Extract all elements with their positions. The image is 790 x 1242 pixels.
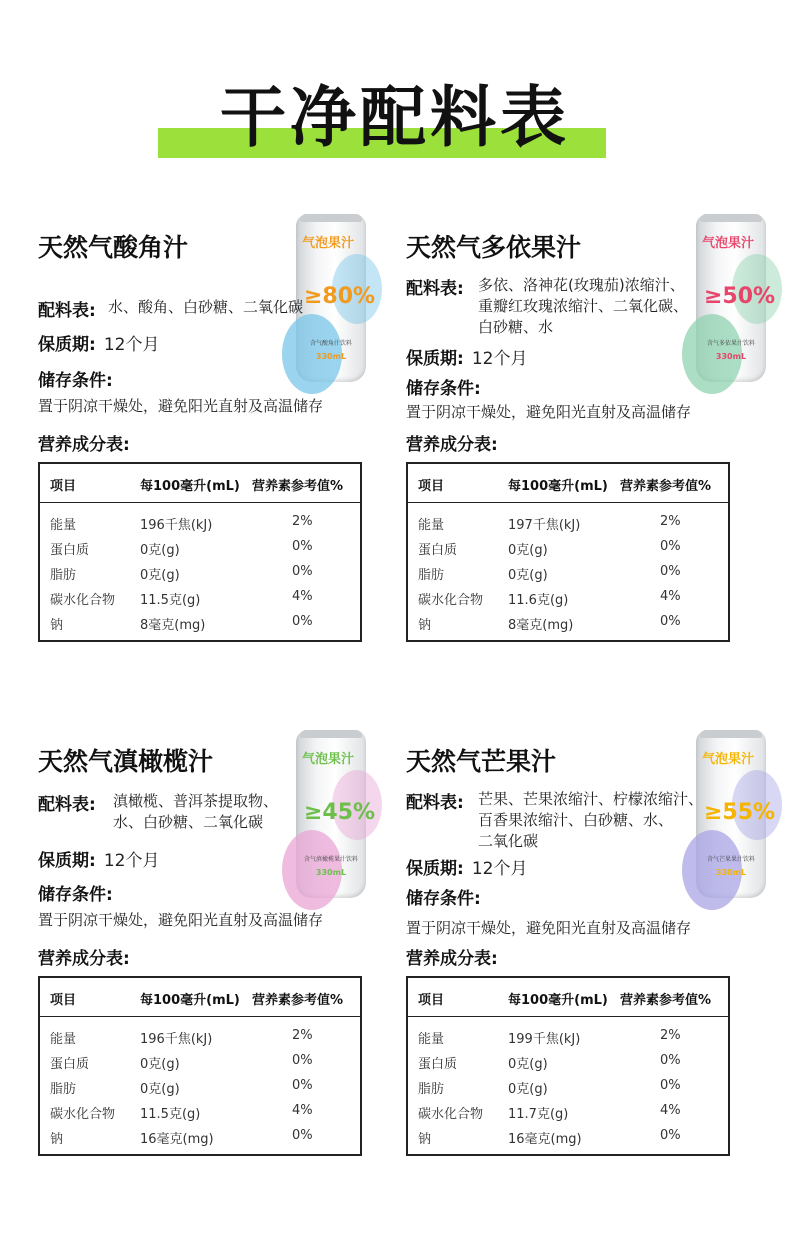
ingredients-label xyxy=(406,788,464,813)
nutrient-amount: 199千焦(kJ) xyxy=(508,1032,581,1047)
shelf-life-label: 保质期: xyxy=(406,349,464,369)
storage-label-text: 储存条件: xyxy=(38,885,113,905)
table-header-cell: 项目 xyxy=(418,479,445,494)
nutrition-table-header xyxy=(408,978,728,1017)
product-can-image xyxy=(696,214,776,382)
nutrient-nrv: 4% xyxy=(292,589,313,604)
nutrient-amount: 0克(g) xyxy=(140,1057,180,1072)
table-header-cell: 项目 xyxy=(50,993,77,1008)
nutrient-nrv: 0% xyxy=(660,1078,681,1093)
can-volume: 330mL xyxy=(715,868,747,877)
table-row xyxy=(408,539,728,564)
table-row xyxy=(40,589,360,614)
nutrient-nrv: 0% xyxy=(292,564,313,579)
nutrient-nrv: 0% xyxy=(660,1128,681,1143)
ingredients-text xyxy=(478,789,703,852)
nutrient-amount: 196千焦(kJ) xyxy=(140,518,213,533)
ingredients-line: 百香果浓缩汁、白砂糖、水、 xyxy=(478,811,674,829)
can-rim xyxy=(300,730,362,738)
shelf-life-row xyxy=(406,854,527,879)
nutrient-nrv: 2% xyxy=(292,1028,313,1043)
storage-text: 置于阴凉干燥处，避免阳光直射及高温储存 xyxy=(38,911,324,929)
nutrition-table xyxy=(406,462,730,642)
product-name: 天然气滇橄榄汁 xyxy=(38,747,214,776)
can-volume: 330mL xyxy=(315,352,347,361)
nutrient-name: 碳水化合物 xyxy=(418,1107,484,1122)
table-row xyxy=(40,1078,360,1103)
can-volume: 330mL xyxy=(315,868,347,877)
ingredients-label xyxy=(38,790,96,815)
table-header-cell: 每100毫升(mL) xyxy=(140,479,240,494)
nutrient-name: 能量 xyxy=(418,1032,445,1047)
product-can-image xyxy=(696,730,776,898)
nutrient-name: 脂肪 xyxy=(418,568,445,583)
shelf-life-value: 12个月 xyxy=(103,335,160,355)
ingredients-label-text: 配料表: xyxy=(38,301,96,321)
nutrient-amount: 16毫克(mg) xyxy=(140,1132,214,1147)
nutrient-amount: 0克(g) xyxy=(140,543,180,558)
nutrient-nrv: 4% xyxy=(660,1103,681,1118)
nutrient-amount: 11.7克(g) xyxy=(508,1107,569,1122)
nutrient-amount: 0克(g) xyxy=(508,543,548,558)
nutrition-title: 营养成分表: xyxy=(38,435,130,455)
table-row xyxy=(408,1128,728,1153)
nutrition-table xyxy=(38,462,362,642)
table-header-cell: 营养素参考值% xyxy=(620,993,712,1008)
storage-label-text: 储存条件: xyxy=(38,371,113,391)
ingredients-line: 多依、洛神花(玫瑰茄)浓缩汁、 xyxy=(478,276,685,294)
nutrient-amount: 0克(g) xyxy=(508,1082,548,1097)
nutrition-table-header xyxy=(408,464,728,503)
table-header-cell: 每100毫升(mL) xyxy=(140,993,240,1008)
ingredients-line: 水、酸角、白砂糖、二氧化碳 xyxy=(108,298,304,316)
ingredients-label xyxy=(406,274,464,299)
can-juice-percent: ≥80% xyxy=(304,284,376,309)
nutrient-amount: 11.5克(g) xyxy=(140,593,201,608)
table-row xyxy=(408,1103,728,1128)
nutrient-nrv: 0% xyxy=(292,539,313,554)
shelf-life-value: 12个月 xyxy=(471,349,528,369)
table-header-cell: 营养素参考值% xyxy=(252,993,344,1008)
nutrient-name: 脂肪 xyxy=(50,1082,77,1097)
table-row xyxy=(40,564,360,589)
can-rim xyxy=(700,730,762,738)
table-header-cell: 营养素参考值% xyxy=(620,479,712,494)
ingredients-text xyxy=(113,791,278,833)
nutrient-name: 能量 xyxy=(50,1032,77,1047)
nutrient-amount: 16毫克(mg) xyxy=(508,1132,582,1147)
nutrition-table-header xyxy=(40,978,360,1017)
nutrition-title: 营养成分表: xyxy=(406,435,498,455)
can-brand-text: 气泡果汁 xyxy=(302,752,355,767)
product-card xyxy=(406,742,776,1162)
nutrient-name: 碳水化合物 xyxy=(50,593,116,608)
product-can-image xyxy=(296,214,376,382)
nutrient-amount: 0克(g) xyxy=(140,568,180,583)
table-row xyxy=(40,1128,360,1153)
table-row xyxy=(40,1053,360,1078)
nutrient-nrv: 0% xyxy=(660,614,681,629)
nutrient-amount: 8毫克(mg) xyxy=(140,618,206,633)
can-brand-text: 气泡果汁 xyxy=(702,236,755,251)
nutrient-name: 蛋白质 xyxy=(418,1057,458,1072)
table-row xyxy=(40,1028,360,1053)
nutrient-amount: 11.5克(g) xyxy=(140,1107,201,1122)
ingredients-line: 芒果、芒果浓缩汁、柠檬浓缩汁、 xyxy=(478,790,704,808)
nutrient-amount: 0克(g) xyxy=(508,1057,548,1072)
nutrient-nrv: 0% xyxy=(660,1053,681,1068)
product-name: 天然气酸角汁 xyxy=(38,233,189,262)
nutrient-name: 能量 xyxy=(50,518,77,533)
ingredients-line: 白砂糖、水 xyxy=(478,318,554,336)
product-can-image xyxy=(296,730,376,898)
table-row xyxy=(408,1053,728,1078)
product-card xyxy=(38,742,398,1162)
nutrient-name: 钠 xyxy=(50,1132,64,1147)
storage-text: 置于阴凉干燥处，避免阳光直射及高温储存 xyxy=(406,403,692,421)
nutrient-amount: 0克(g) xyxy=(140,1082,180,1097)
shelf-life-value: 12个月 xyxy=(471,859,528,879)
ingredients-label-text: 配料表: xyxy=(406,279,464,299)
product-name: 天然气芒果汁 xyxy=(406,747,557,776)
can-juice-percent: ≥45% xyxy=(304,800,376,825)
nutrient-name: 碳水化合物 xyxy=(418,593,484,608)
can-juice-percent: ≥55% xyxy=(704,800,776,825)
table-header-cell: 每100毫升(mL) xyxy=(508,479,608,494)
table-header-cell: 项目 xyxy=(50,479,77,494)
table-row xyxy=(408,614,728,639)
nutrient-nrv: 4% xyxy=(660,589,681,604)
table-row xyxy=(408,514,728,539)
page-header xyxy=(0,70,790,170)
table-row xyxy=(40,539,360,564)
nutrient-nrv: 0% xyxy=(292,1078,313,1093)
can-volume: 330mL xyxy=(715,352,747,361)
nutrient-nrv: 4% xyxy=(292,1103,313,1118)
nutrition-title: 营养成分表: xyxy=(38,949,130,969)
can-brand-text: 气泡果汁 xyxy=(702,752,755,767)
product-name: 天然气多依果汁 xyxy=(406,233,582,262)
product-card xyxy=(406,228,776,648)
nutrient-nrv: 0% xyxy=(292,1053,313,1068)
table-row xyxy=(40,1103,360,1128)
shelf-life-row xyxy=(38,846,159,871)
nutrition-table xyxy=(406,976,730,1156)
can-juice-percent: ≥50% xyxy=(704,284,776,309)
storage-label xyxy=(406,374,481,399)
storage-label xyxy=(38,880,113,905)
nutrient-amount: 196千焦(kJ) xyxy=(140,1032,213,1047)
nutrient-name: 蛋白质 xyxy=(418,543,458,558)
can-rim xyxy=(300,214,362,222)
can-subtitle: 含气酸角汁饮料 xyxy=(309,340,352,347)
nutrient-amount: 0克(g) xyxy=(508,568,548,583)
shelf-life-row xyxy=(38,330,159,355)
nutrient-nrv: 2% xyxy=(660,514,681,529)
table-row xyxy=(408,589,728,614)
storage-text: 置于阴凉干燥处，避免阳光直射及高温储存 xyxy=(38,397,324,415)
table-row xyxy=(408,1078,728,1103)
nutrient-nrv: 0% xyxy=(292,614,313,629)
ingredients-label xyxy=(38,296,96,321)
ingredients-text xyxy=(478,275,688,338)
nutrient-name: 钠 xyxy=(50,618,64,633)
ingredients-label-text: 配料表: xyxy=(38,795,96,815)
nutrient-name: 蛋白质 xyxy=(50,543,90,558)
nutrition-title: 营养成分表: xyxy=(406,949,498,969)
nutrient-amount: 197千焦(kJ) xyxy=(508,518,581,533)
nutrient-name: 脂肪 xyxy=(418,1082,445,1097)
nutrient-name: 脂肪 xyxy=(50,568,77,583)
nutrition-table-header xyxy=(40,464,360,503)
table-row xyxy=(408,1028,728,1053)
can-rim xyxy=(700,214,762,222)
ingredients-line: 滇橄榄、普洱茶提取物、 xyxy=(113,792,279,810)
storage-label xyxy=(406,884,481,909)
table-header-cell: 每100毫升(mL) xyxy=(508,993,608,1008)
nutrient-name: 蛋白质 xyxy=(50,1057,90,1072)
storage-text: 置于阴凉干燥处，避免阳光直射及高温储存 xyxy=(406,919,692,937)
ingredients-line: 水、白砂糖、二氧化碳 xyxy=(113,813,264,831)
nutrient-name: 钠 xyxy=(418,1132,432,1147)
nutrient-nrv: 0% xyxy=(660,564,681,579)
table-header-cell: 项目 xyxy=(418,993,445,1008)
product-card xyxy=(38,228,398,648)
table-row xyxy=(40,614,360,639)
nutrient-nrv: 0% xyxy=(660,539,681,554)
shelf-life-label: 保质期: xyxy=(38,851,96,871)
can-subtitle: 含气芒果果汁饮料 xyxy=(706,856,755,863)
ingredients-line: 二氧化碳 xyxy=(478,832,539,850)
table-header-cell: 营养素参考值% xyxy=(252,479,344,494)
ingredients-label-text: 配料表: xyxy=(406,793,464,813)
storage-label xyxy=(38,366,113,391)
nutrient-nrv: 0% xyxy=(292,1128,313,1143)
ingredients-text xyxy=(108,297,303,318)
ingredients-line: 重瓣红玫瑰浓缩汁、二氧化碳、 xyxy=(478,297,689,315)
shelf-life-label: 保质期: xyxy=(406,859,464,879)
shelf-life-row xyxy=(406,344,527,369)
nutrient-name: 钠 xyxy=(418,618,432,633)
nutrient-amount: 11.6克(g) xyxy=(508,593,569,608)
shelf-life-value: 12个月 xyxy=(103,851,160,871)
shelf-life-label: 保质期: xyxy=(38,335,96,355)
nutrient-name: 能量 xyxy=(418,518,445,533)
storage-label-text: 储存条件: xyxy=(406,889,481,909)
table-row xyxy=(408,564,728,589)
storage-label-text: 储存条件: xyxy=(406,379,481,399)
nutrient-nrv: 2% xyxy=(660,1028,681,1043)
table-row xyxy=(40,514,360,539)
page-title: 干净配料表 xyxy=(220,79,570,156)
can-brand-text: 气泡果汁 xyxy=(302,236,355,251)
nutrition-table xyxy=(38,976,362,1156)
nutrient-name: 碳水化合物 xyxy=(50,1107,116,1122)
can-subtitle: 含气多依果汁饮料 xyxy=(706,340,755,347)
can-subtitle: 含气滇橄榄果汁饮料 xyxy=(303,856,358,863)
nutrient-nrv: 2% xyxy=(292,514,313,529)
nutrient-amount: 8毫克(mg) xyxy=(508,618,574,633)
